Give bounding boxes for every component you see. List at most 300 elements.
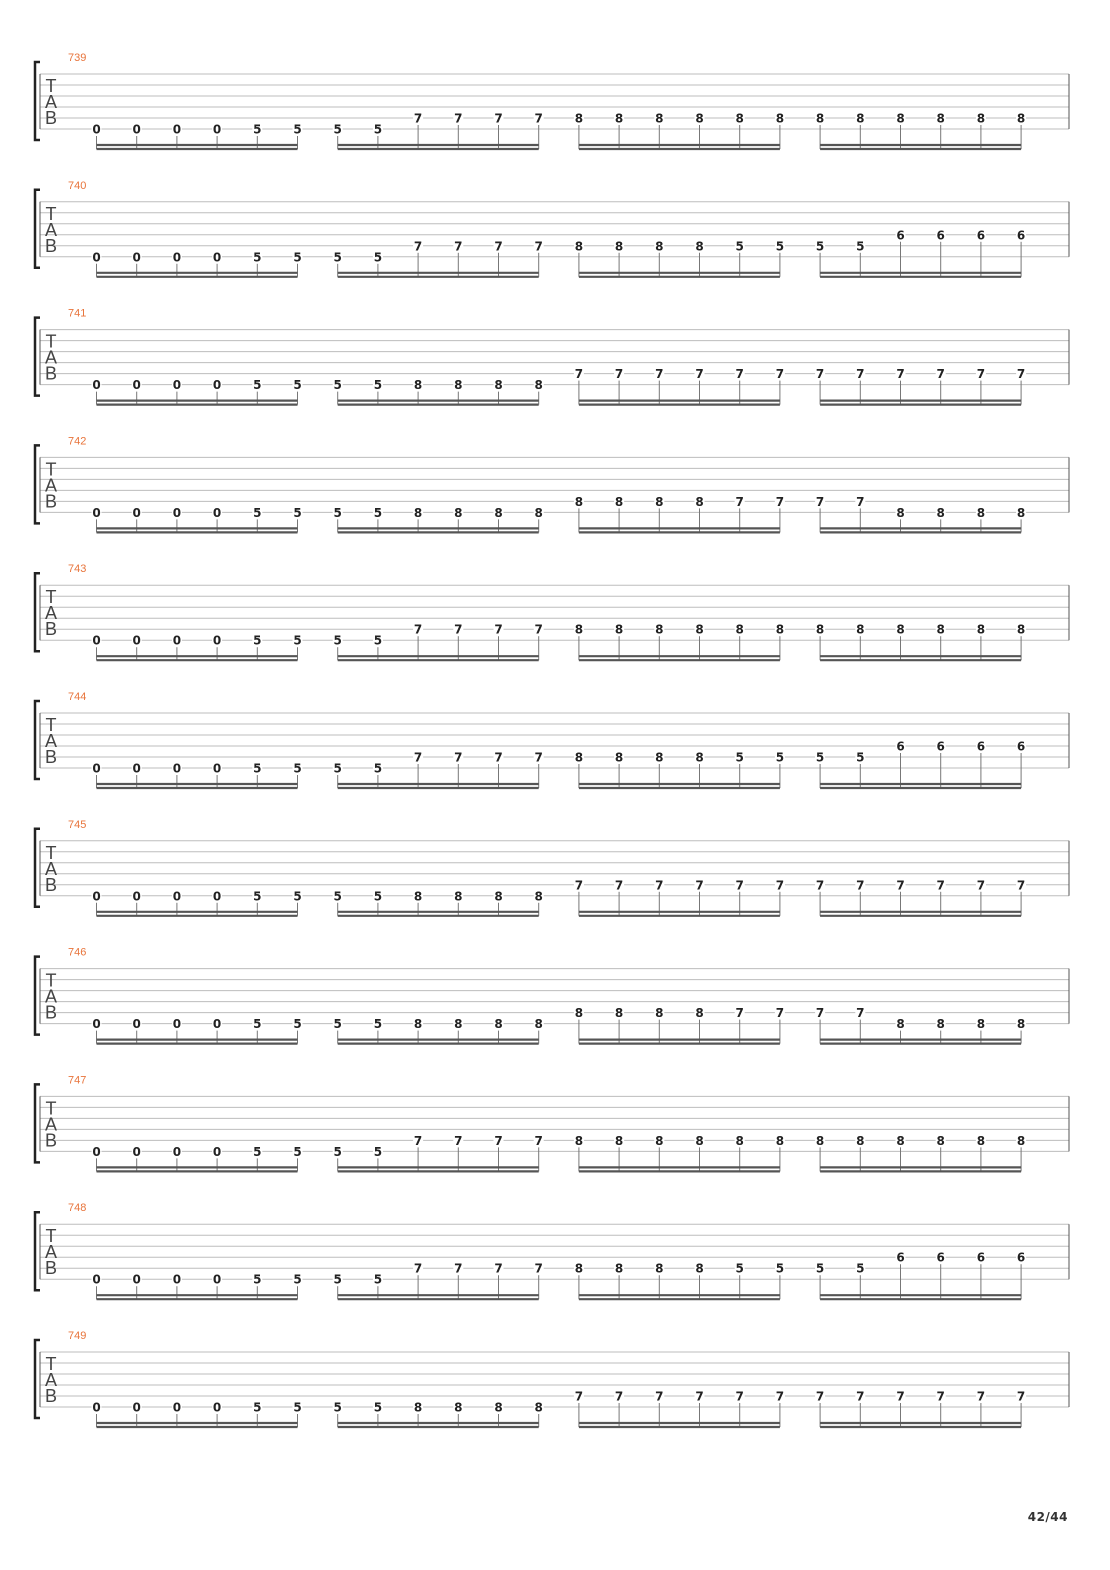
- fret-number: 8: [815, 111, 825, 126]
- tab-system: [35, 1074, 1069, 1171]
- fret-number: 8: [1016, 622, 1026, 637]
- fret-number: 8: [574, 494, 584, 509]
- fret-number: 8: [936, 1133, 945, 1148]
- clef-letter: A: [44, 219, 58, 240]
- measure-number: 741: [68, 307, 87, 320]
- fret-number: 5: [253, 122, 262, 137]
- clef-letter: T: [45, 459, 57, 480]
- clef-letter: B: [44, 1386, 58, 1406]
- fret-number: 5: [293, 378, 302, 393]
- fret-number: 0: [92, 1017, 101, 1032]
- fret-number: 8: [695, 111, 704, 126]
- fret-number: 0: [92, 889, 101, 904]
- fret-number: 7: [454, 1261, 463, 1276]
- fret-number: 7: [454, 750, 463, 765]
- fret-number: 0: [92, 1400, 101, 1415]
- fret-number: 7: [815, 367, 825, 382]
- fret-number: 8: [896, 622, 905, 637]
- measure-number: 747: [68, 1074, 87, 1087]
- fret-number: 7: [494, 111, 503, 126]
- fret-number: 8: [574, 111, 584, 126]
- fret-number: 7: [574, 878, 584, 893]
- clef-letter: B: [44, 1130, 58, 1151]
- fret-number: 8: [614, 239, 624, 254]
- fret-number: 0: [132, 1017, 141, 1032]
- fret-number: 8: [574, 239, 584, 254]
- system-bracket: [35, 957, 40, 1035]
- fret-number: 5: [735, 239, 744, 254]
- system-bracket: [35, 318, 40, 396]
- fret-number: 0: [172, 122, 182, 137]
- clef-letter: T: [45, 331, 57, 352]
- fret-number: 7: [1016, 367, 1026, 382]
- fret-number: 0: [92, 1272, 101, 1287]
- fret-number: 7: [695, 367, 704, 382]
- fret-number: 8: [534, 889, 543, 904]
- fret-number: 7: [454, 111, 463, 126]
- fret-number: 8: [936, 111, 945, 126]
- fret-number: 8: [614, 1006, 624, 1021]
- fret-number: 7: [936, 367, 945, 382]
- fret-number: 5: [293, 250, 302, 265]
- fret-number: 7: [413, 239, 423, 254]
- fret-number: 5: [373, 250, 383, 265]
- fret-number: 5: [775, 750, 785, 765]
- fret-number: 8: [494, 1017, 503, 1032]
- fret-number: 5: [333, 122, 342, 137]
- tab-system: [35, 180, 1069, 277]
- fret-number: 8: [976, 505, 986, 520]
- fret-number: 5: [373, 1400, 383, 1415]
- fret-number: 5: [333, 250, 342, 265]
- system-bracket: [35, 1084, 40, 1162]
- fret-number: 8: [1016, 111, 1026, 126]
- fret-number: 8: [1016, 505, 1026, 520]
- fret-number: 8: [655, 239, 664, 254]
- fret-number: 0: [172, 1017, 182, 1032]
- fret-number: 0: [172, 250, 182, 265]
- fret-number: 8: [534, 505, 543, 520]
- fret-number: 5: [253, 505, 262, 520]
- fret-number: 0: [132, 1400, 141, 1415]
- measure-number: 740: [68, 179, 87, 192]
- fret-number: 0: [92, 378, 101, 393]
- measure-number: 749: [68, 1330, 87, 1342]
- fret-number: 7: [494, 1261, 503, 1276]
- fret-number: 5: [333, 761, 342, 776]
- fret-number: 7: [1016, 1389, 1026, 1404]
- fret-number: 5: [253, 250, 262, 265]
- fret-number: 0: [212, 505, 222, 520]
- fret-number: 5: [856, 750, 865, 765]
- fret-number: 8: [454, 1400, 463, 1415]
- fret-number: 8: [413, 1017, 423, 1032]
- fret-number: 5: [253, 889, 262, 904]
- page-number: 42/44: [1027, 1510, 1068, 1524]
- fret-number: 0: [212, 1400, 222, 1415]
- fret-number: 8: [614, 622, 624, 637]
- fret-number: 8: [936, 1017, 945, 1032]
- fret-number: 8: [775, 1133, 785, 1148]
- fret-number: 5: [735, 1261, 744, 1276]
- fret-number: 7: [614, 1389, 624, 1404]
- fret-number: 5: [333, 505, 342, 520]
- fret-number: 6: [1016, 228, 1026, 243]
- tab-system: [35, 308, 1069, 405]
- clef-letter: B: [44, 1258, 58, 1279]
- fret-number: 0: [172, 889, 182, 904]
- fret-number: 8: [695, 1006, 704, 1021]
- fret-number: 7: [775, 367, 785, 382]
- system-bracket: [35, 1340, 40, 1418]
- fret-number: 6: [896, 228, 905, 243]
- fret-number: 5: [373, 1272, 383, 1287]
- fret-number: 7: [815, 1389, 825, 1404]
- fret-number: 8: [655, 750, 664, 765]
- fret-number: 7: [695, 878, 704, 893]
- fret-number: 7: [454, 622, 463, 637]
- system-bracket: [35, 190, 40, 268]
- system-bracket: [35, 829, 40, 907]
- fret-number: 0: [212, 633, 222, 648]
- clef-letter: A: [44, 1370, 58, 1390]
- tab-system: [35, 52, 1069, 149]
- fret-number: 6: [976, 228, 986, 243]
- fret-number: 5: [253, 1017, 262, 1032]
- clef-letter: A: [44, 731, 58, 751]
- clef-letter: B: [44, 874, 58, 895]
- fret-number: 5: [253, 1400, 262, 1415]
- tab-system: [35, 819, 1069, 916]
- fret-number: 0: [92, 505, 101, 520]
- fret-number: 8: [574, 1006, 584, 1021]
- fret-number: 8: [655, 1133, 664, 1148]
- fret-number: 5: [253, 378, 262, 393]
- fret-number: 6: [936, 1250, 945, 1265]
- fret-number: 5: [373, 1144, 383, 1159]
- fret-number: 8: [454, 505, 463, 520]
- fret-number: 5: [735, 750, 744, 765]
- fret-number: 5: [856, 239, 865, 254]
- fret-number: 0: [92, 633, 101, 648]
- fret-number: 8: [413, 505, 423, 520]
- tab-system: [35, 563, 1069, 660]
- fret-number: 7: [574, 1389, 584, 1404]
- fret-number: 8: [614, 1261, 624, 1276]
- fret-number: 0: [172, 378, 182, 393]
- measure-number: 743: [68, 563, 87, 576]
- fret-number: 7: [1016, 878, 1026, 893]
- fret-number: 5: [373, 505, 383, 520]
- fret-number: 0: [132, 505, 141, 520]
- clef-letter: A: [44, 347, 58, 368]
- tab-system: [35, 947, 1069, 1044]
- clef-letter: T: [45, 1098, 57, 1119]
- fret-number: 0: [132, 378, 141, 393]
- fret-number: 6: [976, 739, 986, 754]
- fret-number: 5: [373, 378, 383, 393]
- fret-number: 8: [936, 622, 945, 637]
- fret-number: 8: [856, 111, 865, 126]
- fret-number: 5: [333, 1017, 342, 1032]
- fret-number: 8: [936, 505, 945, 520]
- fret-number: 8: [614, 494, 624, 509]
- fret-number: 5: [373, 122, 383, 137]
- fret-number: 7: [655, 367, 664, 382]
- fret-number: 7: [976, 367, 986, 382]
- fret-number: 8: [976, 1133, 986, 1148]
- measure-number: 739: [68, 52, 87, 64]
- fret-number: 6: [1016, 739, 1026, 754]
- fret-number: 7: [574, 367, 584, 382]
- fret-number: 8: [896, 1017, 905, 1032]
- fret-number: 7: [413, 622, 423, 637]
- fret-number: 8: [614, 750, 624, 765]
- fret-number: 8: [574, 750, 584, 765]
- fret-number: 7: [775, 1389, 785, 1404]
- fret-number: 8: [856, 1133, 865, 1148]
- fret-number: 8: [976, 111, 986, 126]
- fret-number: 0: [172, 1400, 182, 1415]
- tab-system: [35, 691, 1069, 788]
- fret-number: 7: [614, 367, 624, 382]
- fret-number: 0: [132, 761, 141, 776]
- fret-number: 8: [574, 622, 584, 637]
- fret-number: 8: [655, 622, 664, 637]
- measure-number: 745: [68, 818, 87, 831]
- fret-number: 0: [132, 633, 141, 648]
- fret-number: 5: [333, 889, 342, 904]
- clef-letter: T: [45, 1226, 57, 1247]
- fret-number: 8: [494, 1400, 503, 1415]
- clef-letter: B: [44, 747, 58, 767]
- clef-letter: B: [44, 363, 58, 384]
- fret-number: 5: [253, 633, 262, 648]
- fret-number: 8: [655, 1261, 664, 1276]
- fret-number: 8: [494, 889, 503, 904]
- fret-number: 8: [534, 378, 543, 393]
- fret-number: 8: [1016, 1017, 1026, 1032]
- fret-number: 5: [333, 1400, 342, 1415]
- fret-number: 8: [896, 1133, 905, 1148]
- fret-number: 7: [534, 111, 543, 126]
- fret-number: 8: [775, 111, 785, 126]
- fret-number: 7: [735, 367, 744, 382]
- fret-number: 5: [815, 1261, 825, 1276]
- tab-system: [35, 1202, 1069, 1299]
- fret-number: 8: [534, 1017, 543, 1032]
- fret-number: 7: [815, 878, 825, 893]
- fret-number: 5: [815, 750, 825, 765]
- measure-number: 744: [68, 691, 87, 703]
- fret-number: 7: [534, 622, 543, 637]
- fret-number: 7: [534, 239, 543, 254]
- fret-number: 5: [293, 1144, 302, 1159]
- fret-number: 8: [775, 622, 785, 637]
- fret-number: 0: [172, 761, 182, 776]
- fret-number: 5: [293, 122, 302, 137]
- clef-letter: T: [45, 715, 57, 735]
- fret-number: 7: [775, 878, 785, 893]
- fret-number: 8: [856, 622, 865, 637]
- fret-number: 7: [454, 1133, 463, 1148]
- clef-letter: A: [44, 92, 58, 112]
- fret-number: 0: [172, 1144, 182, 1159]
- fret-number: 0: [212, 761, 222, 776]
- fret-number: 8: [454, 889, 463, 904]
- fret-number: 0: [132, 250, 141, 265]
- fret-number: 7: [815, 1006, 825, 1021]
- tab-system: [35, 435, 1069, 532]
- fret-number: 5: [293, 1272, 302, 1287]
- fret-number: 5: [293, 1017, 302, 1032]
- fret-number: 7: [896, 1389, 905, 1404]
- fret-number: 5: [253, 1272, 262, 1287]
- clef-letter: B: [44, 108, 58, 128]
- fret-number: 7: [936, 878, 945, 893]
- clef-letter: A: [44, 986, 58, 1007]
- fret-number: 5: [373, 761, 383, 776]
- fret-number: 0: [132, 889, 141, 904]
- fret-number: 5: [293, 505, 302, 520]
- fret-number: 7: [494, 1133, 503, 1148]
- fret-number: 7: [413, 1133, 423, 1148]
- fret-number: 7: [856, 1006, 865, 1021]
- fret-number: 5: [775, 1261, 785, 1276]
- fret-number: 6: [936, 739, 945, 754]
- measure-number: 748: [68, 1202, 87, 1215]
- fret-number: 7: [494, 750, 503, 765]
- fret-number: 8: [413, 378, 423, 393]
- fret-number: 7: [856, 494, 865, 509]
- fret-number: 7: [815, 494, 825, 509]
- fret-number: 8: [534, 1400, 543, 1415]
- fret-number: 7: [896, 367, 905, 382]
- clef-letter: A: [44, 858, 58, 879]
- fret-number: 0: [212, 1272, 222, 1287]
- fret-number: 8: [896, 505, 905, 520]
- fret-number: 8: [413, 889, 423, 904]
- measure-number: 742: [68, 435, 87, 448]
- fret-number: 5: [856, 1261, 865, 1276]
- fret-number: 8: [614, 111, 624, 126]
- fret-number: 7: [735, 1389, 744, 1404]
- fret-number: 7: [413, 1261, 423, 1276]
- fret-number: 0: [92, 122, 101, 137]
- fret-number: 6: [896, 739, 905, 754]
- fret-number: 0: [92, 761, 101, 776]
- fret-number: 7: [856, 878, 865, 893]
- fret-number: 0: [212, 250, 222, 265]
- fret-number: 8: [695, 1133, 704, 1148]
- fret-number: 7: [534, 1261, 543, 1276]
- fret-number: 0: [132, 1144, 141, 1159]
- fret-number: 0: [172, 505, 182, 520]
- fret-number: 5: [333, 378, 342, 393]
- fret-number: 8: [815, 1133, 825, 1148]
- fret-number: 7: [534, 750, 543, 765]
- fret-number: 7: [494, 622, 503, 637]
- fret-number: 0: [172, 633, 182, 648]
- fret-number: 5: [293, 1400, 302, 1415]
- fret-number: 5: [373, 1017, 383, 1032]
- fret-number: 5: [293, 633, 302, 648]
- fret-number: 7: [936, 1389, 945, 1404]
- fret-number: 5: [253, 761, 262, 776]
- clef-letter: T: [45, 842, 57, 863]
- fret-number: 7: [413, 111, 423, 126]
- fret-number: 5: [815, 239, 825, 254]
- fret-number: 8: [655, 494, 664, 509]
- fret-number: 0: [212, 1017, 222, 1032]
- fret-number: 8: [454, 1017, 463, 1032]
- system-bracket: [35, 62, 40, 140]
- clef-letter: A: [44, 603, 58, 624]
- fret-number: 8: [695, 750, 704, 765]
- fret-number: 8: [695, 1261, 704, 1276]
- fret-number: 6: [936, 228, 945, 243]
- system-bracket: [35, 1212, 40, 1290]
- fret-number: 7: [494, 239, 503, 254]
- clef-letter: B: [44, 619, 58, 640]
- clef-letter: A: [44, 1242, 58, 1263]
- fret-number: 8: [413, 1400, 423, 1415]
- clef-letter: A: [44, 1114, 58, 1135]
- fret-number: 7: [695, 1389, 704, 1404]
- fret-number: 8: [655, 1006, 664, 1021]
- fret-number: 7: [735, 494, 744, 509]
- fret-number: 6: [976, 1250, 986, 1265]
- fret-number: 7: [614, 878, 624, 893]
- fret-number: 0: [132, 122, 141, 137]
- fret-number: 6: [896, 1250, 905, 1265]
- clef-letter: B: [44, 235, 58, 256]
- fret-number: 5: [293, 889, 302, 904]
- fret-number: 0: [132, 1272, 141, 1287]
- fret-number: 8: [896, 111, 905, 126]
- clef-letter: A: [44, 475, 58, 496]
- fret-number: 8: [454, 378, 463, 393]
- fret-number: 7: [735, 878, 744, 893]
- fret-number: 5: [293, 761, 302, 776]
- fret-number: 0: [92, 1144, 101, 1159]
- fret-number: 8: [494, 378, 503, 393]
- fret-number: 5: [373, 633, 383, 648]
- clef-letter: B: [44, 1002, 58, 1023]
- fret-number: 8: [695, 239, 704, 254]
- fret-number: 7: [775, 1006, 785, 1021]
- clef-letter: T: [45, 76, 57, 96]
- fret-number: 8: [494, 505, 503, 520]
- fret-number: 0: [212, 1144, 222, 1159]
- fret-number: 8: [976, 622, 986, 637]
- clef-letter: T: [45, 587, 57, 608]
- fret-number: 7: [976, 1389, 986, 1404]
- fret-number: 7: [976, 878, 986, 893]
- fret-number: 5: [333, 1144, 342, 1159]
- fret-number: 8: [614, 1133, 624, 1148]
- fret-number: 0: [212, 122, 222, 137]
- fret-number: 7: [413, 750, 423, 765]
- measure-number: 746: [68, 946, 87, 959]
- fret-number: 8: [735, 1133, 744, 1148]
- fret-number: 7: [735, 1006, 744, 1021]
- fret-number: 5: [333, 633, 342, 648]
- fret-number: 7: [454, 239, 463, 254]
- system-bracket: [35, 573, 40, 651]
- clef-letter: T: [45, 970, 57, 991]
- fret-number: 7: [856, 1389, 865, 1404]
